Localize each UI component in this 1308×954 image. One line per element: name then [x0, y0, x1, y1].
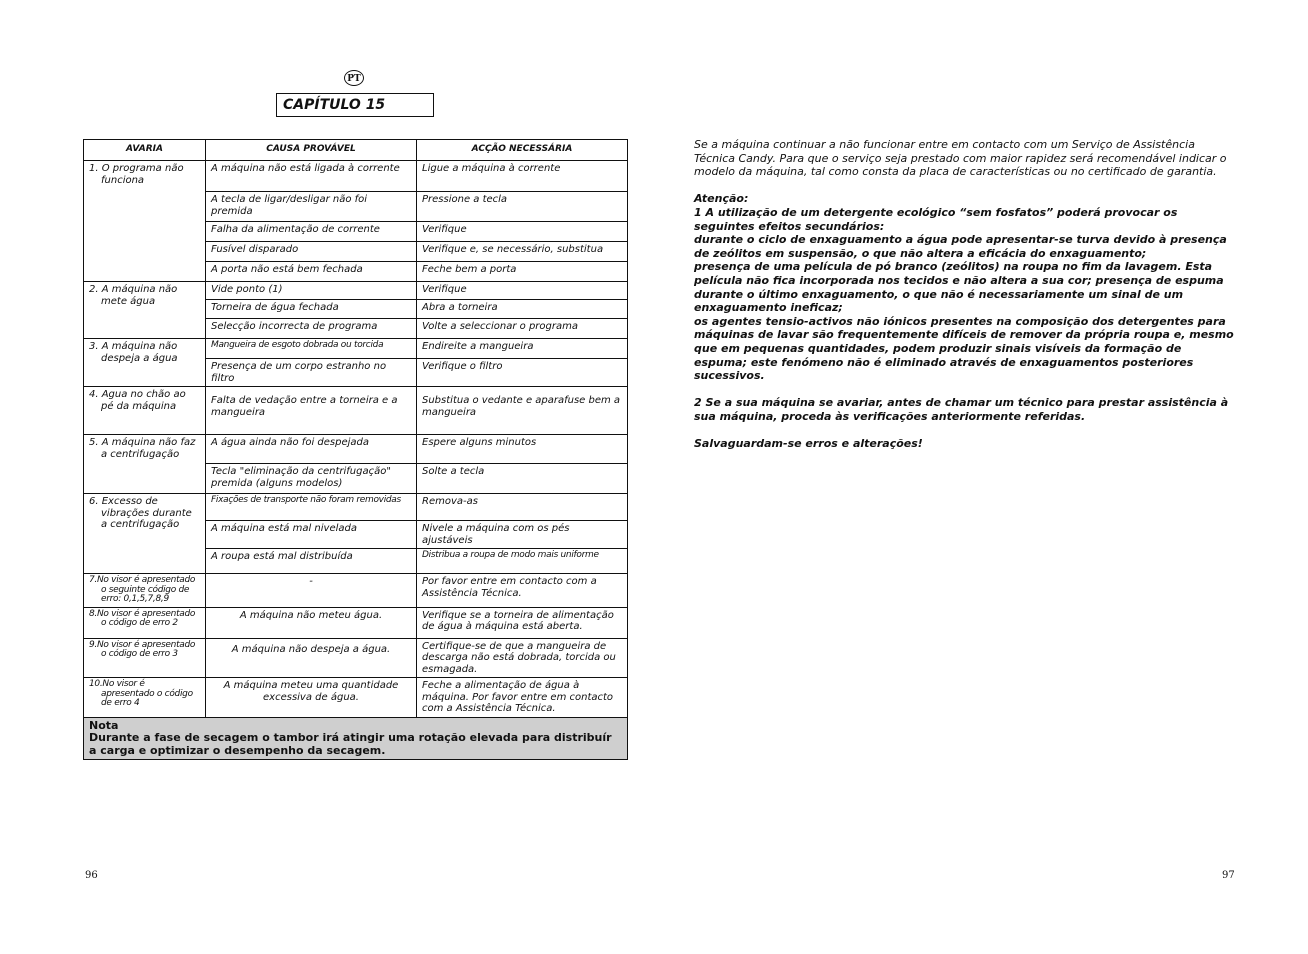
attention-paragraph: presença de uma película de pó branco (zeólitos) na roupa no fim da lavagem. Esta película não fica incorporada nos tecidos e não altera a sua cor; presença de espuma durante o último enxaguamento, o que não é necessariamente um sinal de um enxaguamento ineficaz;	[694, 260, 1224, 315]
action-cell: Endireite a mangueira	[417, 339, 628, 359]
action-cell: Verifique	[417, 222, 628, 242]
action-cell: Pressione a tecla	[417, 192, 628, 222]
fault-cell: 7.No visor é apresentado o seguinte código de erro: 0,1,5,7,8,9	[84, 574, 206, 608]
cause-cell: Selecção incorrecta de programa	[206, 319, 417, 339]
action-cell: Verifique e, se necessário, substitua	[417, 242, 628, 262]
header-fault: AVARIA	[84, 140, 206, 161]
cause-cell: A máquina não meteu água.	[206, 607, 417, 638]
fault-cell: 4. Agua no chão ao pé da máquina	[84, 387, 206, 435]
fault-cell: 8.No visor é apresentado o código de erro 2	[84, 607, 206, 638]
cause-cell: Falha da alimentação de corrente	[206, 222, 417, 242]
action-cell: Verifique se a torneira de alimentação de água à máquina está aberta.	[417, 607, 628, 638]
fault-cell: 2. A máquina não mete água	[84, 282, 206, 339]
attention-point-1: 1 A utilização de um detergente ecológico “sem fosfatos” poderá provocar os seguintes efeitos secundários:	[694, 205, 1178, 233]
cause-cell: Presença de um corpo estranho no filtro	[206, 359, 417, 387]
table-row	[84, 435, 628, 464]
action-cell: Feche bem a porta	[417, 262, 628, 282]
action-cell: Feche a alimentação de água à máquina. Por favor entre em contacto com a Assistência Técnica.	[417, 678, 628, 718]
action-cell: Abra a torneira	[417, 300, 628, 319]
table-row	[84, 282, 628, 300]
header-cause: CAUSA PROVÁVEL	[206, 140, 417, 161]
fault-cell: 3. A máquina não despeja a água	[84, 339, 206, 387]
note-text: Durante a fase de secagem o tambor irá atingir uma rotação elevada para distribuír a carga e optimizar o desempenho da secagem.	[89, 731, 612, 757]
fault-cell: 10.No visor é apresentado o código de erro 4	[84, 678, 206, 718]
attention-paragraph: durante o ciclo de enxaguamento a água pode apresentar-se turva devido à presença de zeólitos em suspensão, o que não altera a eficácia do enxaguamento;	[694, 233, 1227, 260]
action-cell: Verifique o filtro	[417, 359, 628, 387]
fault-cell: 9.No visor é apresentado o código de erro 3	[84, 638, 206, 678]
troubleshooting-table	[83, 139, 628, 760]
table-row	[84, 574, 628, 608]
action-cell: Ligue a máquina à corrente	[417, 161, 628, 192]
action-cell: Volte a seleccionar o programa	[417, 319, 628, 339]
attention-point-2: 2 Se a sua máquina se avariar, antes de chamar um técnico para prestar assistência à sua máquina, proceda às verificações anteriormente referidas.	[694, 396, 1229, 423]
cause-cell: Torneira de água fechada	[206, 300, 417, 319]
table-row	[84, 678, 628, 718]
chapter-title: CAPÍTULO 15	[276, 93, 434, 117]
cause-cell: A porta não está bem fechada	[206, 262, 417, 282]
cause-cell: Vide ponto (1)	[206, 282, 417, 300]
action-cell: Verifique	[417, 282, 628, 300]
action-cell: Nivele a máquina com os pés ajustáveis	[417, 521, 628, 549]
table-row	[84, 339, 628, 359]
header-action: ACÇÃO NECESSÁRIA	[417, 140, 628, 161]
action-cell: Distribua a roupa de modo mais uniforme	[417, 549, 628, 574]
cause-cell: Fusível disparado	[206, 242, 417, 262]
cause-cell: Mangueira de esgoto dobrada ou torcida	[206, 339, 417, 359]
note-title: Nota	[89, 718, 119, 732]
fault-cell: 6. Excesso de vibrações durante a centrifugação	[84, 494, 206, 574]
action-cell: Substitua o vedante e aparafuse bem a mangueira	[417, 387, 628, 435]
action-cell: Espere alguns minutos	[417, 435, 628, 464]
table-row	[84, 161, 628, 192]
cause-cell: A roupa está mal distribuída	[206, 549, 417, 574]
note-row	[84, 717, 628, 760]
note-cell	[84, 717, 628, 760]
attention-title: Atenção:	[694, 192, 749, 206]
cause-cell: A água ainda não foi despejada	[206, 435, 417, 464]
cause-cell: A máquina meteu uma quantidade excessiva de água.	[206, 678, 417, 718]
disclaimer: Salvaguardam-se erros e alterações!	[694, 437, 923, 451]
intro-paragraph: Se a máquina continuar a não funcionar entre em contacto com um Serviço de Assistência Técnica Candy. Para que o serviço seja prestado com maior rapidez será recomendável indicar o modelo da máquina, tal como consta da placa de características ou no certificado de garantia.	[694, 138, 1227, 179]
action-cell: Solte a tecla	[417, 464, 628, 494]
table-row	[84, 607, 628, 638]
table-header-row	[84, 140, 628, 161]
language-badge: PT	[344, 70, 364, 86]
table-row	[84, 638, 628, 678]
cause-cell: A máquina não despeja a água.	[206, 638, 417, 678]
right-column	[694, 138, 1236, 464]
cause-cell: Fixações de transporte não foram removidas	[206, 494, 417, 521]
attention-paragraph: os agentes tensio-activos não iónicos presentes na composição dos detergentes para máquinas de lavar são frequentemente difíceis de remover da própria roupa e, mesmo que em pequenas quantidades, podem produzir sinais visíveis da formação de espuma; este fenómeno não é eliminado através de enxaguamentos posteriores sucessivos.	[694, 314, 1234, 383]
cause-cell: -	[206, 574, 417, 608]
page-number-left: 96	[85, 870, 98, 881]
table-row	[84, 387, 628, 435]
fault-cell: 1. O programa não funciona	[84, 161, 206, 282]
fault-cell: 5. A máquina não faz a centrifugação	[84, 435, 206, 494]
cause-cell: A tecla de ligar/desligar não foi premida	[206, 192, 417, 222]
action-cell: Certifique-se de que a mangueira de descarga não está dobrada, torcida ou esmagada.	[417, 638, 628, 678]
action-cell: Remova-as	[417, 494, 628, 521]
action-cell: Por favor entre em contacto com a Assistência Técnica.	[417, 574, 628, 608]
table-row	[84, 494, 628, 521]
cause-cell: A máquina está mal nivelada	[206, 521, 417, 549]
cause-cell: A máquina não está ligada à corrente	[206, 161, 417, 192]
page-number-right: 97	[1222, 870, 1235, 881]
cause-cell: Falta de vedação entre a torneira e a mangueira	[206, 387, 417, 435]
cause-cell: Tecla "eliminação da centrifugação" premida (alguns modelos)	[206, 464, 417, 494]
